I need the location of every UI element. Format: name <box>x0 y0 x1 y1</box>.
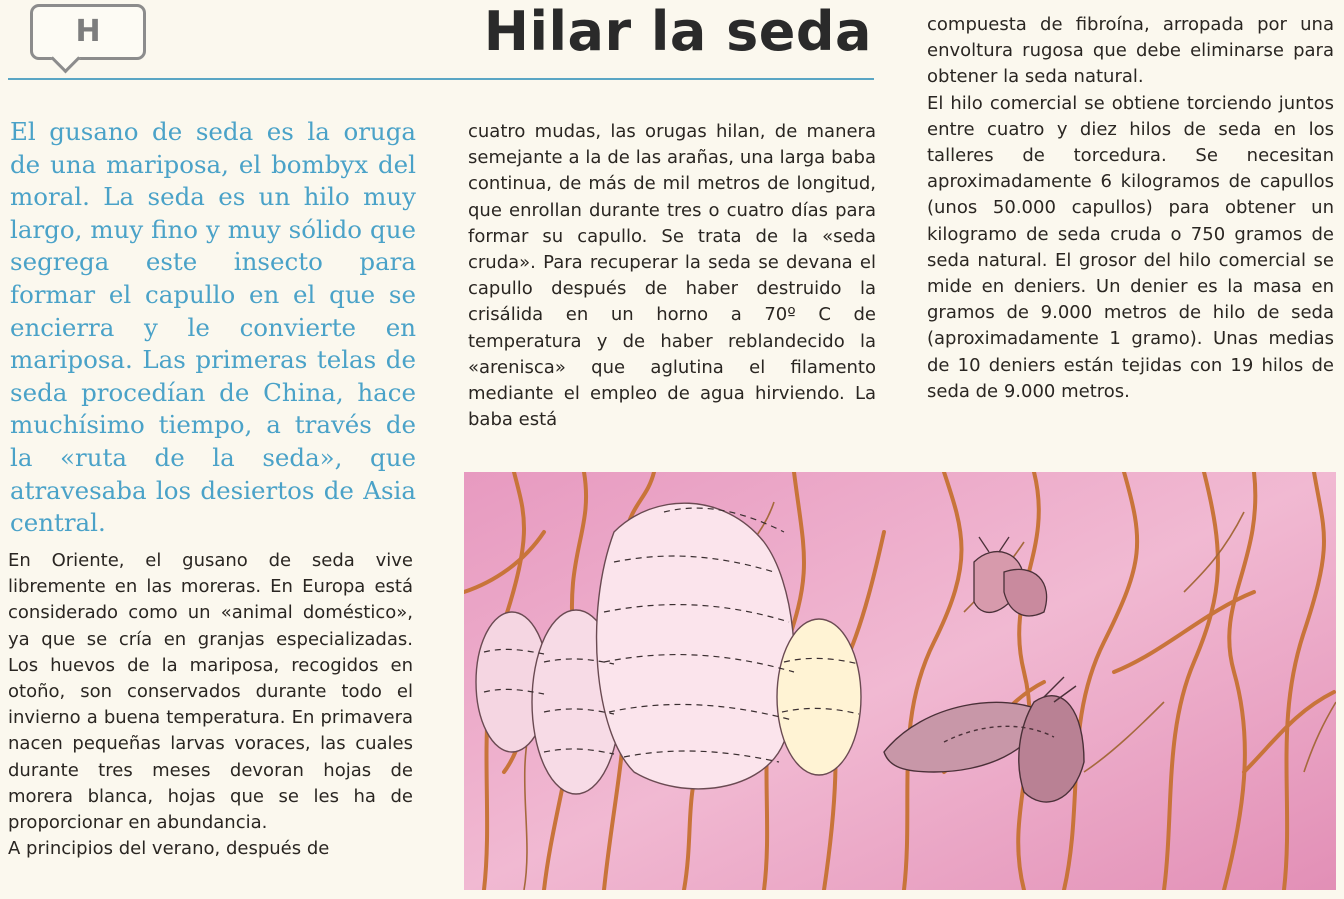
body-paragraph-2-start: A principios del verano, después de <box>8 838 330 860</box>
intro-column <box>10 116 416 540</box>
cocoon-large <box>597 503 795 789</box>
title-divider <box>8 78 874 80</box>
body-paragraph-2-continued: cuatro mudas, las orugas hilan, de manera semejante a la de las arañas, una larga baba continua, de más de mil metros de longitud, que enrollan durante tres o cuatro días para formar su capullo. Se trata de la «seda cruda». Para recuperar la seda se devana el capullo después de haber destruido la crisálida en un horno a 70º C de temperatura y de haber reblandecido la «arenisca» que aglutina el filamento mediante el empleo de agua hirviendo. La baba está <box>468 121 876 431</box>
section-letter-tab <box>30 4 146 60</box>
intro-paragraph: El gusano de seda es la oruga de una mariposa, el bombyx del moral. La seda es un hilo muy largo, muy fino y muy sólido que segrega este insecto para formar el capullo en el que se encierra y le convierte en mariposa. Las primeras telas de seda procedían de China, hace muchísimo tiempo, a través de la «ruta de la seda», que atravesaba los desiertos de Asia central. <box>10 117 416 538</box>
page-title: Hilar la seda <box>483 0 872 63</box>
body-column-2 <box>468 119 876 433</box>
section-letter: H <box>75 14 101 49</box>
body-paragraph-1: En Oriente, el gusano de seda vive libremente en las moreras. En Europa está considerado como un «animal doméstico», ya que se cría en granjas especializadas. Los huevos de la mariposa, recogidos en otoño, son conservados durante todo el invierno a buena temperatura. En primavera nacen pequeñas larvas voraces, las cuales durante tres meses devoran hojas de morera blanca, hojas que se les ha de proporcionar en abundancia. <box>8 550 413 834</box>
body-paragraph-2-end: compuesta de fibroína, arropada por una envoltura rugosa que debe eliminarse para obtener la seda natural. <box>927 14 1334 88</box>
cocoon-right <box>777 619 861 775</box>
body-paragraph-3: El hilo comercial se obtiene torciendo juntos entre cuatro y diez hilos de seda en los talleres de torcedura. Se necesitan aproximadamente 6 kilogramos de capullos (unos 50.000 capullos) para obtener un kilogramo de seda cruda o 750 gramos de seda natural. El grosor del hilo comercial se mide en deniers. Un denier es la masa en gramos de 9.000 metros de hilo de seda (aproximadamente 1 gramo). Unas medias de 10 deniers están tejidas con 19 hilos de seda de 9.000 metros. <box>927 92 1334 402</box>
body-column-1 <box>8 548 413 862</box>
body-column-3 <box>927 12 1334 405</box>
silkworm-cocoons-illustration <box>464 472 1336 890</box>
